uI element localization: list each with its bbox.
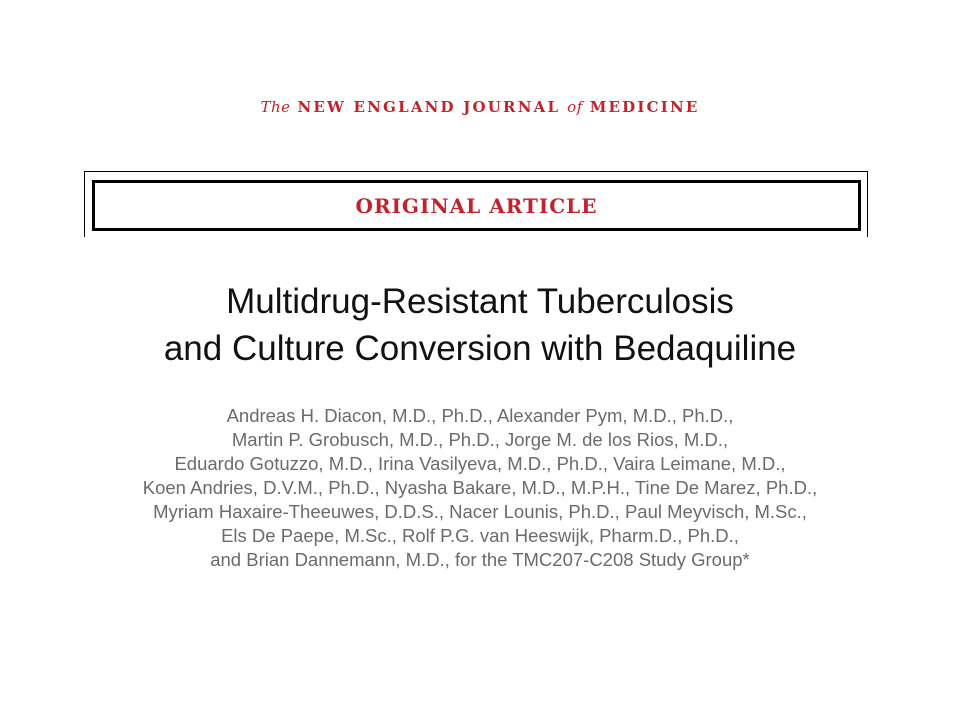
- author-line-6: Els De Paepe, M.Sc., Rolf P.G. van Heeswijk, Pharm.D., Ph.D.,: [221, 525, 739, 546]
- author-line-2: Martin P. Grobusch, M.D., Ph.D., Jorge M. de los Rios, M.D.,: [231, 429, 729, 450]
- author-line-7: and Brian Dannemann, M.D., for the TMC207-C208 Study Group*: [210, 549, 750, 570]
- journal-prefix: The: [260, 98, 291, 116]
- article-title: [0, 278, 960, 372]
- article-type-box: [92, 180, 861, 231]
- journal-name-part1: NEW ENGLAND JOURNAL: [297, 98, 561, 116]
- journal-name-part2: MEDICINE: [589, 98, 700, 116]
- author-list: [0, 404, 960, 572]
- author-line-5: Myriam Haxaire-Theeuwes, D.D.S., Nacer Lounis, Ph.D., Paul Meyvisch, M.Sc.,: [153, 501, 807, 522]
- article-title-line-2: and Culture Conversion with Bedaquiline: [163, 329, 797, 368]
- journal-connector: of: [567, 98, 583, 116]
- author-line-3: Eduardo Gotuzzo, M.D., Irina Vasilyeva, M.D., Ph.D., Vaira Leimane, M.D.,: [174, 453, 786, 474]
- article-title-line-1: Multidrug-Resistant Tuberculosis: [226, 282, 734, 321]
- author-line-4: Koen Andries, D.V.M., Ph.D., Nyasha Bakare, M.D., M.P.H., Tine De Marez, Ph.D.,: [142, 477, 818, 498]
- journal-masthead: [0, 98, 960, 116]
- article-type-label: ORIGINAL ARTICLE: [355, 193, 598, 218]
- author-line-1: Andreas H. Diacon, M.D., Ph.D., Alexander Pym, M.D., Ph.D.,: [226, 405, 734, 426]
